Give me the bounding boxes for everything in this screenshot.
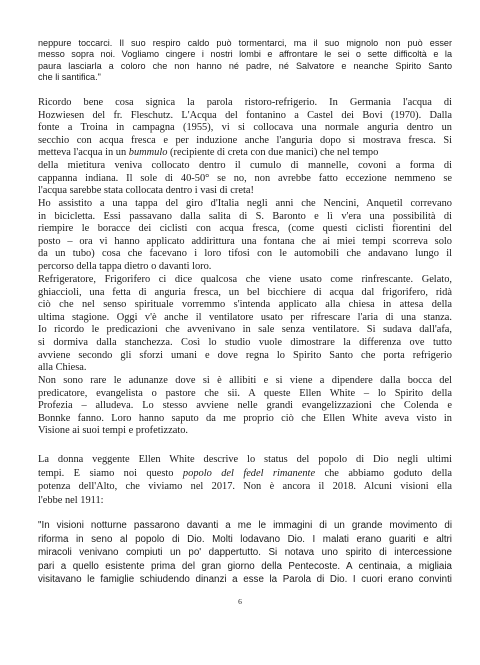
- italic-term: bummulo: [128, 147, 168, 159]
- text-line: Hozwiesen del fr. Fleschutz. L'Acqua del fontanino a Castel dei Bovi (1970). Dalla: [38, 109, 452, 121]
- text-line: "In visioni notturne passarono davanti a me le immagini di un grande movimento di: [38, 520, 452, 531]
- text-line: della mietitura veniva collocato dentro il cumulo di mannelle, covoni a forma di: [38, 159, 452, 171]
- paragraph-ristoro: [38, 97, 452, 198]
- text-line: ultima stagione. Oggi v'è anche il ventilatore usato per rifrescare l'aria di una stanza.: [38, 311, 452, 323]
- paragraph-ellen-white: [38, 453, 452, 507]
- text-fragment: metteva l'acqua in un: [38, 147, 129, 159]
- text-line: La donna veggente Ellen White descrive lo status del popolo di Dio negli ultimi: [38, 454, 452, 465]
- text-line: Ho assistito a una tappa del giro d'Italia negli anni che Nencini, Anquetil correvano: [38, 198, 452, 209]
- text-line: alla Chiesa.: [38, 362, 87, 374]
- text-line: in bicicletta. Essi passavano dalla salita di S. Baronto e lì v'era una possibilità di: [38, 210, 452, 222]
- text-line: ciò che nel senso spirituale vorremmo s'intenda applicato alla chiesa in attesa della: [38, 299, 452, 311]
- quote-bottom: [38, 519, 452, 587]
- text-line: Io ricordo le predicazioni che avvenivano in sale senza ventilatore. Si sudava dall'afa,: [38, 324, 452, 336]
- text-line: posto – ora vi hanno applicato addirittura una fontana che ai miei tempi scorreva solo: [38, 235, 452, 247]
- text-line: cappanna indiana. Il sole di 40-50° se no, non avrebbe fatto eccezione nemmeno se: [38, 172, 452, 184]
- text-line: neppure toccarci. Il suo respiro caldo può tormentarci, ma il suo mignolo non può esser: [38, 38, 452, 48]
- text-line: percorso della tappa dietro o davanti loro.: [38, 260, 212, 272]
- italic-phrase: popolo del fedel rimanente: [182, 467, 316, 479]
- text-line: fonte a Troina in campagna (1955), vi si collocava una normale anguria dentro un: [38, 122, 452, 134]
- text-line: pari a quello esistente prima del gran giorno della Pentecoste. A centinaia, a migliaia: [38, 560, 452, 572]
- text-line: da un tubo) cosa che facevano i loro tifosi con le automobili che andavano lungo il: [38, 248, 452, 260]
- text-line: secchio con acqua fresca e per induzione anche l'anguria dopo si mostrava fresca. Si: [38, 134, 452, 146]
- quote-top: [38, 38, 452, 84]
- text-line: potenza dell'Alto, che viviamo nel 2017. Non è ancora il 2018. Alcuni visioni ella: [38, 481, 452, 493]
- text-line: visitavano le famiglie schiudendo dinanzi a esse la Parola di Dio. I cuori erano convinti: [38, 574, 452, 586]
- text-line: riempire le boracce dei ciclisti con acqua fresca, (come questi ciclisti fiorentini del: [38, 223, 452, 235]
- text-line: miracoli venivano compiuti un po' dappertutto. Si notava uno spirito di intercessione: [38, 547, 452, 559]
- text-line: Profezia – alludeva. Lo stesso avviene nelle grandi evangelizzazioni che Colenda e: [38, 400, 452, 412]
- text-line: Refrigeratore, Frigorifero ci dice qualcosa che viene usato come rinfrescante. Gelato,: [38, 274, 452, 285]
- text-line: ghiaccioli, una fetta di anguria fresca, un bel bicchiere di acqua dal frigorifero, ridà: [38, 286, 452, 298]
- paragraph-adunanze: [38, 375, 452, 438]
- text-line: Visione ai suoi tempi e profetizzato.: [38, 425, 188, 437]
- text-fragment: (recipiente di creta con due manici) che nel tempo: [167, 147, 379, 159]
- text-line: si dormiva dalla stanchezza. Così lo studio vuole dimostrare la differenza ove tutto: [38, 336, 452, 348]
- paragraph-refrigeratore: [38, 274, 452, 375]
- text-line: Ricordo bene cosa signica la parola ristoro-refrigerio. In Germania l'acqua di: [38, 97, 452, 108]
- text-line: paura lasciarla a coloro che non hanno né padre, né Salvatore e neanche Spirito Santo: [38, 60, 452, 71]
- text-line: l'ebbe nel 1911:: [38, 494, 104, 506]
- text-line: avviene secondo gli sforzi umani e dove regna lo Spirito Santo che porta refrigerio: [38, 349, 452, 361]
- text-line: l'acqua sarebbe stata collocata dentro i vasi di creta!: [38, 185, 254, 197]
- text-line: che li santifica.": [38, 72, 101, 83]
- paragraph-giro-italia: [38, 198, 452, 274]
- text-line: messo sopra noi. Vogliamo cingere i nostri lombi e affrontare le sei o sette difficoltà e la: [38, 49, 452, 60]
- text-line: riforma in seno al popolo di Dio. Molti lodavano Dio. I malati erano guariti e altri: [38, 533, 452, 545]
- text-line: Non sono rare le adunanze dove si è allibiti e si viene a dipendere dalla bocca del: [38, 375, 452, 386]
- text-line: Bonnke fanno. Loro hanno saputo da me proprio ciò che Ellen White aveva visto in: [38, 412, 452, 424]
- text-line: [38, 147, 452, 160]
- text-fragment: che abbiamo goduto della: [315, 467, 452, 479]
- text-fragment: tempi. E siamo noi questo: [38, 467, 183, 479]
- text-line: [38, 467, 452, 481]
- page-number: 6: [238, 597, 242, 606]
- text-line: predicatore, evangelista o pastore che sii. A queste Ellen White – lo Spirito della: [38, 387, 452, 399]
